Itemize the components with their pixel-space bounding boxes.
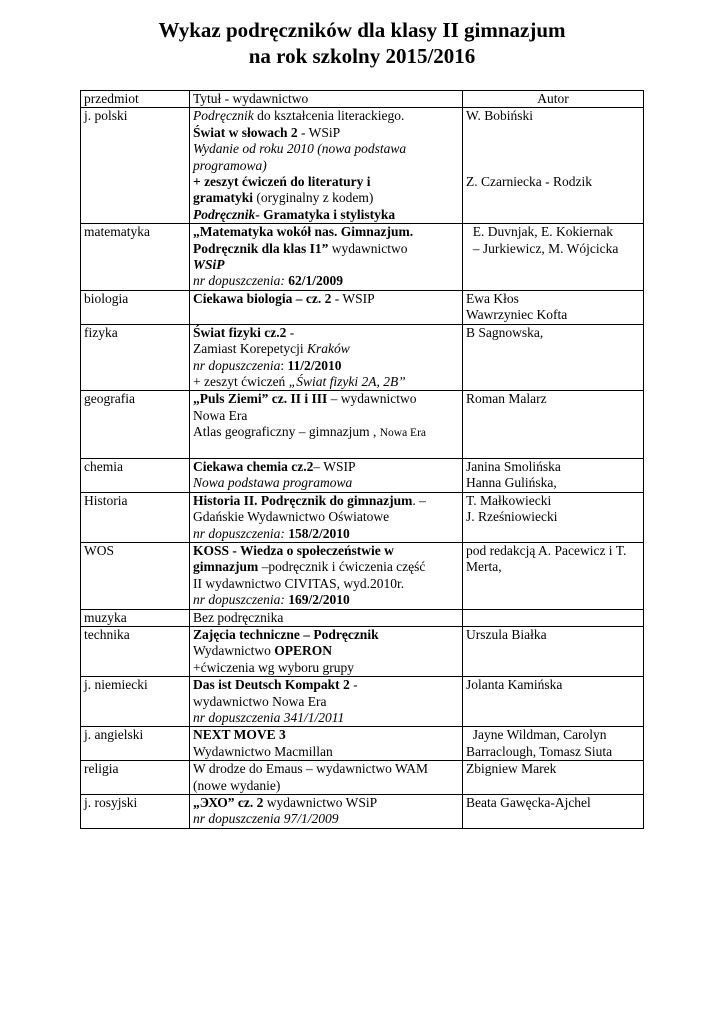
title-line <box>193 627 459 643</box>
title-line <box>193 158 459 174</box>
title-line <box>193 424 459 441</box>
title-text: Podręcznik <box>193 206 256 222</box>
title-text: – wydawnictwo <box>327 391 417 407</box>
title-cell <box>190 795 463 829</box>
title-text: - WSiP <box>297 124 341 140</box>
author-line: Jayne Wildman, Carolyn <box>466 727 607 743</box>
title-text: Podręcznik dla klas I1” <box>193 240 329 256</box>
title-text: Wydawnictwo Macmillan <box>193 743 333 759</box>
title-cell <box>190 324 463 391</box>
table-row <box>81 626 644 676</box>
author-cell <box>463 290 644 324</box>
title-text: Kraków <box>306 341 350 357</box>
title-text: nr dopuszczenia: <box>193 525 289 541</box>
title-text: - Gramatyka i stylistyka <box>255 206 396 222</box>
title-cell <box>190 677 463 727</box>
author-line: J. Rześniowiecki <box>466 509 558 525</box>
table-row <box>81 458 644 492</box>
subject-cell: j. polski <box>81 108 190 224</box>
title-text: programowa) <box>193 157 267 173</box>
title-text: NEXT MOVE 3 <box>193 727 286 743</box>
title-line <box>193 174 459 190</box>
title-line <box>193 108 459 124</box>
title-line <box>193 341 459 357</box>
title-line <box>193 224 459 240</box>
title-cell <box>190 492 463 542</box>
author-line: Z. Czarniecka - Rodzik <box>466 173 592 189</box>
author-line: Wawrzyniec Kofta <box>466 307 568 323</box>
title-cell <box>190 458 463 492</box>
title-text: Zajęcia techniczne – Podręcznik <box>193 626 379 642</box>
author-line: B Sagnowska, <box>466 324 544 340</box>
title-line <box>193 795 459 811</box>
title-text: KOSS - Wiedza o społeczeństwie w <box>193 542 394 558</box>
table-row <box>81 324 644 391</box>
title-text: - <box>286 324 295 340</box>
subject-cell: religia <box>81 761 190 795</box>
table-row <box>81 727 644 761</box>
title-line <box>193 291 459 307</box>
title-text: „ЭХО” cz. 2 <box>193 795 264 811</box>
title-line <box>193 677 459 693</box>
title-line-2: na rok szkolny 2015/2016 <box>248 44 476 68</box>
title-line <box>193 257 459 273</box>
title-line <box>193 710 459 726</box>
title-text: Świat w słowach 2 <box>193 124 298 140</box>
title-text: 169/2/2010 <box>288 592 350 608</box>
table-row <box>81 795 644 829</box>
title-line <box>193 408 459 424</box>
table-row <box>81 290 644 324</box>
table-row <box>81 108 644 224</box>
title-line <box>193 727 459 743</box>
author-line: T. Małkowiecki <box>466 492 552 508</box>
title-line <box>193 744 459 760</box>
title-text: do kształcenia literackiego. <box>253 108 405 124</box>
author-cell <box>463 458 644 492</box>
title-line <box>193 509 459 525</box>
title-text: Ciekawa chemia cz.2 <box>193 458 314 474</box>
title-cell <box>190 761 463 795</box>
subject-cell: chemia <box>81 458 190 492</box>
author-cell <box>463 108 644 224</box>
author-line: Beata Gawęcka-Ajchel <box>466 795 591 811</box>
author-line: Merta, <box>466 559 502 575</box>
subject-cell: Historia <box>81 492 190 542</box>
author-cell <box>463 795 644 829</box>
author-cell <box>463 609 644 626</box>
table-row <box>81 761 644 795</box>
author-cell <box>463 492 644 542</box>
title-text: –podręcznik i ćwiczenia część <box>258 559 426 575</box>
subject-cell: muzyka <box>81 609 190 626</box>
title-text: Zamiast Korepetycji <box>193 341 307 357</box>
author-line: Roman Malarz <box>466 391 547 407</box>
title-text: wydawnictwo <box>328 240 408 256</box>
author-cell <box>463 224 644 291</box>
title-text: (nowe wydanie) <box>193 777 281 793</box>
title-text: - WSIP <box>331 290 375 306</box>
title-cell <box>190 609 463 626</box>
author-line: Zbigniew Marek <box>466 761 557 777</box>
title-text: OPERON <box>274 643 333 659</box>
textbook-table <box>80 90 644 829</box>
title-text: gimnazjum <box>193 559 259 575</box>
title-line <box>193 207 459 223</box>
title-line <box>193 475 459 491</box>
title-line <box>193 442 459 458</box>
title-text: 158/2/2010 <box>288 525 350 541</box>
title-text: „Świat fizyki 2A, 2B” <box>288 373 406 389</box>
title-line <box>193 694 459 710</box>
table-body <box>81 108 644 828</box>
title-cell <box>190 626 463 676</box>
title-line <box>193 543 459 559</box>
title-text: Gdańskie Wydawnictwo Oświatowe <box>193 509 390 525</box>
table-row <box>81 492 644 542</box>
title-line <box>193 459 459 475</box>
title-text: Bez podręcznika <box>193 609 284 625</box>
table-row <box>81 677 644 727</box>
title-text: 62/1/2009 <box>288 273 344 289</box>
document-title <box>0 17 724 69</box>
title-text: . – <box>412 492 426 508</box>
title-text: W drodze do Emaus – wydawnictwo WAM <box>193 761 428 777</box>
title-text: nr dopuszczenia: <box>193 592 289 608</box>
table-row <box>81 391 644 459</box>
title-cell <box>190 727 463 761</box>
author-line: Ewa Kłos <box>466 290 519 306</box>
title-line <box>193 125 459 141</box>
header-subject: przedmiot <box>81 91 190 108</box>
author-line: Hanna Gulińska, <box>466 475 557 491</box>
header-title: Tytuł - wydawnictwo <box>190 91 463 108</box>
author-line: Jolanta Kamińska <box>466 677 563 693</box>
title-line <box>193 358 459 374</box>
title-text: Nowa Era <box>193 407 248 423</box>
title-line <box>193 141 459 157</box>
title-text: + zeszyt ćwiczeń do literatury i <box>193 174 371 190</box>
title-text: Nowa podstawa programowa <box>193 475 353 491</box>
title-cell <box>190 224 463 291</box>
author-line <box>466 141 640 157</box>
title-text: (oryginalny z kodem) <box>253 190 374 206</box>
title-line <box>193 643 459 659</box>
author-line <box>466 125 640 141</box>
subject-cell: WOS <box>81 542 190 609</box>
title-text: Podręcznik <box>193 108 254 124</box>
title-cell <box>190 542 463 609</box>
title-text: – WSIP <box>313 458 356 474</box>
subject-cell: technika <box>81 626 190 676</box>
title-text: nr dopuszczenia: <box>193 273 289 289</box>
author-line: Barraclough, Tomasz Siuta <box>466 743 613 759</box>
title-text: WSiP <box>193 257 225 273</box>
title-line <box>193 811 459 827</box>
subject-cell: geografia <box>81 391 190 459</box>
title-line <box>193 374 459 390</box>
author-cell <box>463 324 644 391</box>
title-text: + zeszyt ćwiczeń <box>193 373 289 389</box>
subject-cell: j. rosyjski <box>81 795 190 829</box>
author-line: E. Duvnjak, E. Kokiernak <box>466 224 613 240</box>
title-text: Das ist Deutsch Kompakt 2 <box>193 677 350 693</box>
author-cell <box>463 542 644 609</box>
table-header-row <box>81 91 644 108</box>
title-text: Nowa Era <box>379 427 427 440</box>
title-line <box>193 273 459 289</box>
title-line <box>193 241 459 257</box>
title-line <box>193 493 459 509</box>
title-line <box>193 559 459 575</box>
title-text: Historia II. Podręcznik do gimnazjum <box>193 492 413 508</box>
subject-cell: j. angielski <box>81 727 190 761</box>
title-text: „Matematyka wokół nas. Gimnazjum. <box>193 224 414 240</box>
header-author: Autor <box>463 91 644 108</box>
title-text: Wydawnictwo <box>193 643 275 659</box>
title-text: +ćwiczenia wg wyboru grupy <box>193 659 354 675</box>
table-row <box>81 542 644 609</box>
author-cell <box>463 761 644 795</box>
author-cell <box>463 391 644 459</box>
subject-cell: biologia <box>81 290 190 324</box>
subject-cell: fizyka <box>81 324 190 391</box>
title-text: nr dopuszczenia 341/1/2011 <box>193 710 345 726</box>
title-line <box>193 778 459 794</box>
author-cell <box>463 677 644 727</box>
author-cell <box>463 626 644 676</box>
title-line <box>193 190 459 206</box>
title-text: nr dopuszczenia <box>193 357 281 373</box>
title-line <box>193 660 459 676</box>
title-line-1: Wykaz podręczników dla klasy II gimnazjum <box>158 18 566 42</box>
author-line: pod redakcją A. Pacewicz i T. <box>466 542 627 558</box>
title-text: Świat fizyki cz.2 <box>193 324 287 340</box>
title-line <box>193 391 459 407</box>
title-text: wydawnictwo Nowa Era <box>193 693 327 709</box>
author-line: W. Bobiński <box>466 108 534 124</box>
title-line <box>193 576 459 592</box>
title-text: : <box>280 357 288 373</box>
title-cell <box>190 108 463 224</box>
table-row <box>81 609 644 626</box>
title-text: Atlas geograficzny – gimnazjum , <box>193 424 380 440</box>
subject-cell: matematyka <box>81 224 190 291</box>
subject-cell: j. niemiecki <box>81 677 190 727</box>
title-text: gramatyki <box>193 190 253 206</box>
title-cell <box>190 290 463 324</box>
author-line: Urszula Białka <box>466 626 547 642</box>
author-cell <box>463 727 644 761</box>
author-line: Janina Smolińska <box>466 458 561 474</box>
title-line <box>193 526 459 542</box>
table-row <box>81 224 644 291</box>
title-line <box>193 610 459 626</box>
title-text: nr dopuszczenia 97/1/2009 <box>193 811 339 827</box>
title-text: Wydanie od roku 2010 (nowa podstawa <box>193 141 407 157</box>
title-line <box>193 325 459 341</box>
author-line: – Jurkiewicz, M. Wójcicka <box>466 240 619 256</box>
title-line <box>193 592 459 608</box>
title-text: 11/2/2010 <box>287 357 342 373</box>
title-text: II wydawnictwo CIVITAS, wyd.2010r. <box>193 575 405 591</box>
title-text: - <box>349 677 358 693</box>
title-text: „Puls Ziemi” cz. II i III <box>193 391 328 407</box>
author-line <box>466 158 640 174</box>
title-line <box>193 761 459 777</box>
title-text: wydawnictwo WSiP <box>263 795 378 811</box>
title-cell <box>190 391 463 459</box>
title-text: Ciekawa biologia – cz. 2 <box>193 290 332 306</box>
